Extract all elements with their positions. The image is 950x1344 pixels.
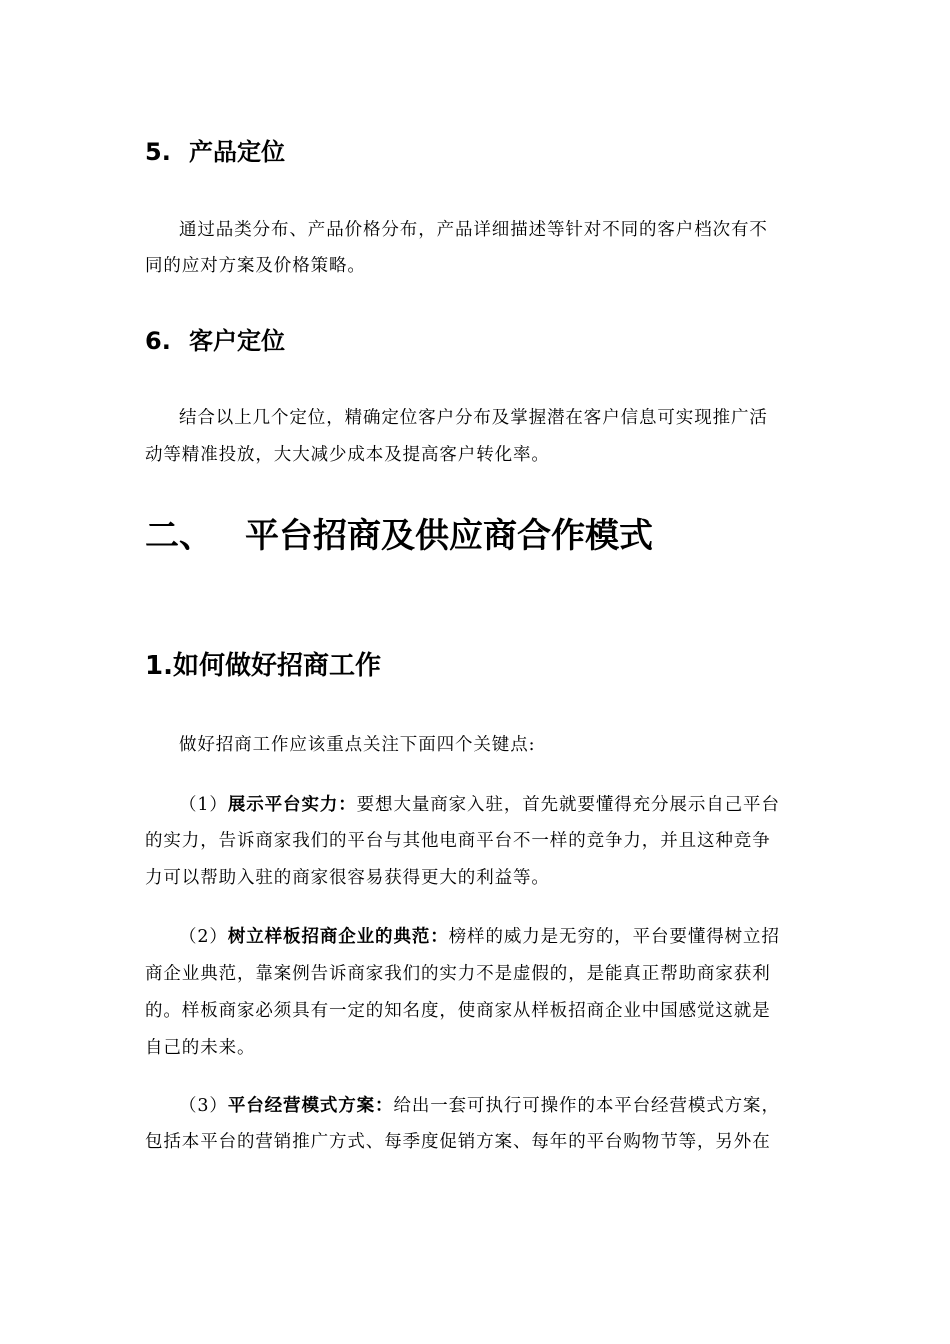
section-5-line-1: 通过品类分布、产品价格分布，产品详细描述等针对不同的客户档次有不 bbox=[179, 220, 768, 240]
section-6-number: 6. bbox=[145, 327, 171, 355]
point-3-bold: 平台经营模式方案： bbox=[227, 1096, 394, 1116]
point-2-prefix: （2） bbox=[179, 927, 228, 947]
subsection-heading: 1.如何做好招商工作 bbox=[145, 651, 381, 681]
section-5-number: 5. bbox=[145, 138, 171, 166]
chapter-heading bbox=[145, 516, 653, 556]
point-1-line-3: 力可以帮助入驻的商家很容易获得更大的利益等。 bbox=[145, 868, 550, 888]
section-6-heading bbox=[145, 329, 285, 353]
point-1-text: 要想大量商家入驻，首先就要懂得充分展示自己平台 bbox=[356, 795, 780, 815]
point-2-line-4: 自己的未来。 bbox=[145, 1038, 256, 1058]
point-3-prefix: （3） bbox=[179, 1096, 228, 1116]
point-2-bold: 树立样板招商企业的典范： bbox=[227, 927, 449, 947]
point-1-line-1 bbox=[179, 797, 780, 815]
point-2-line-1 bbox=[179, 929, 780, 947]
section-5-line-2: 同的应对方案及价格策略。 bbox=[145, 256, 366, 276]
point-3-line-2: 包括本平台的营销推广方式、每季度促销方案、每年的平台购物节等，另外在 bbox=[145, 1132, 771, 1152]
section-6-line-1: 结合以上几个定位，精确定位客户分布及掌握潜在客户信息可实现推广活 bbox=[179, 408, 768, 428]
chapter-title: 平台招商及供应商合作模式 bbox=[245, 516, 653, 556]
point-3-line-1 bbox=[179, 1098, 780, 1116]
section-6-line-2: 动等精准投放，大大减少成本及提高客户转化率。 bbox=[145, 445, 550, 465]
subsection-intro: 做好招商工作应该重点关注下面四个关键点: bbox=[179, 735, 536, 755]
point-3-text: 给出一套可执行可操作的本平台经营模式方案， bbox=[393, 1096, 780, 1116]
point-2-text: 榜样的威力是无穷的，平台要懂得树立招 bbox=[448, 927, 780, 947]
section-6-title: 客户定位 bbox=[189, 327, 285, 355]
section-5-heading bbox=[145, 140, 285, 164]
point-1-bold: 展示平台实力： bbox=[227, 795, 357, 815]
point-1-line-2: 的实力，告诉商家我们的平台与其他电商平台不一样的竞争力，并且这种竞争 bbox=[145, 831, 771, 851]
point-1-prefix: （1） bbox=[179, 795, 228, 815]
chapter-number: 二、 bbox=[145, 516, 213, 556]
point-2-line-3: 的。样板商家必须具有一定的知名度，使商家从样板招商企业中国感觉这就是 bbox=[145, 1001, 771, 1021]
section-5-title: 产品定位 bbox=[189, 138, 285, 166]
point-2-line-2: 商企业典范，靠案例告诉商家我们的实力不是虚假的，是能真正帮助商家获利 bbox=[145, 964, 771, 984]
